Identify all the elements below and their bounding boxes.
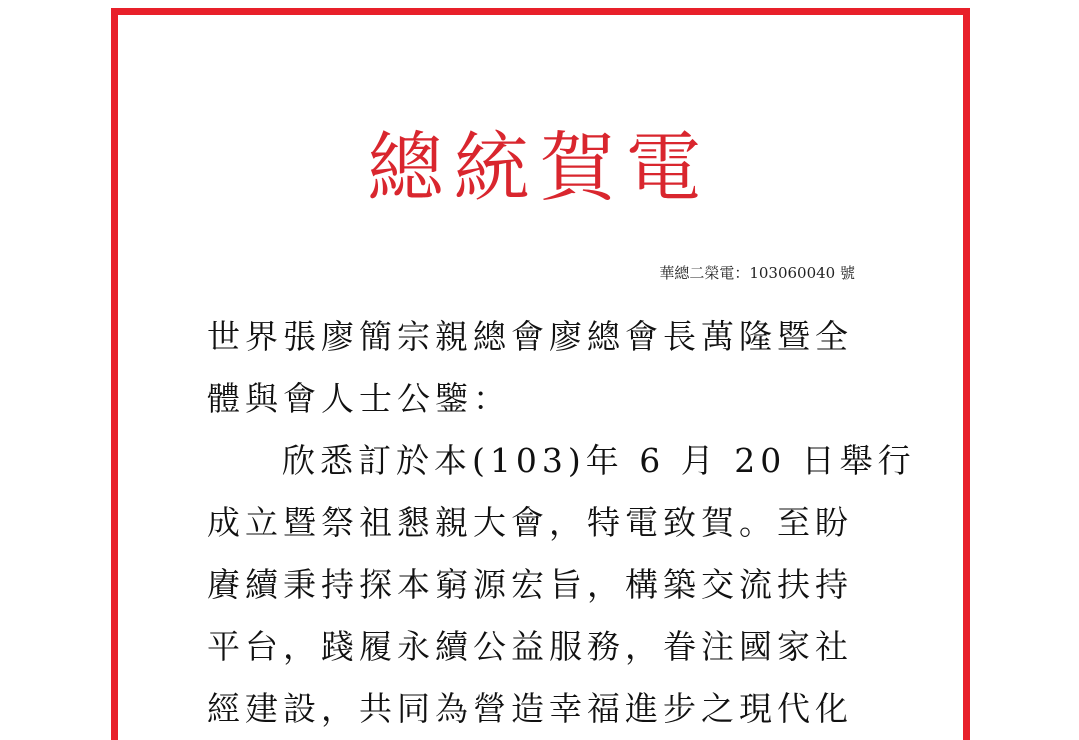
body-line-7: 經建設，共同為營造幸福進步之現代化 (207, 689, 853, 728)
body-line-3: 欣悉訂於本(103)年 6 月 20 日舉行 (282, 441, 916, 480)
body-line-6: 平台，踐履永續公益服務，眷注國家社 (207, 627, 853, 666)
message-body (207, 306, 916, 740)
body-line-4: 成立暨祭祖懇親大會，特電致賀。至盼 (207, 503, 853, 542)
body-line-5: 賡續秉持探本窮源宏旨，構築交流扶持 (207, 565, 853, 604)
body-line-2: 體與會人士公鑒： (207, 379, 511, 418)
document-title: 總統賀電 (367, 123, 712, 212)
document-number: 華總二榮電：103060040 號 (659, 264, 855, 282)
body-line-1: 世界張廖簡宗親總會廖總會長萬隆暨全 (207, 317, 853, 356)
